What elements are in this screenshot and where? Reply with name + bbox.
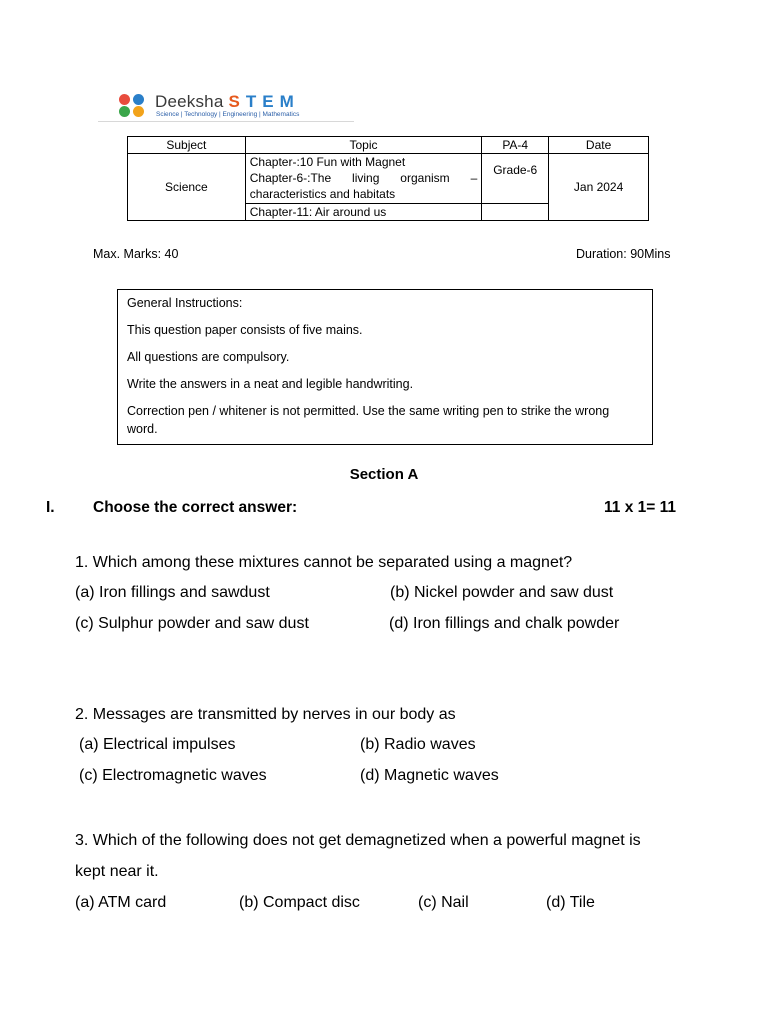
header-subject: Subject xyxy=(128,137,246,154)
table-row xyxy=(128,154,649,204)
table-header-row xyxy=(128,137,649,154)
topic-line-1: Chapter-:10 Fun with Magnet xyxy=(249,155,406,170)
q3-option-a: (a) ATM card xyxy=(75,894,167,911)
q3-option-d: (d) Tile xyxy=(546,894,595,911)
question-3-text-line-2: kept near it. xyxy=(75,863,159,880)
logo-brand-main: Deeksha xyxy=(155,92,224,111)
cell-topics xyxy=(245,154,481,204)
q2-option-b: (b) Radio waves xyxy=(360,736,476,753)
logo-brand-text xyxy=(155,92,300,112)
duration: Duration: 90Mins xyxy=(576,247,671,261)
section-title: Section A xyxy=(349,466,419,483)
logo-brand-s: S xyxy=(228,92,246,111)
q2-option-a: (a) Electrical impulses xyxy=(79,736,236,753)
question-block-heading: Choose the correct answer: xyxy=(93,499,298,516)
max-marks: Max. Marks: 40 xyxy=(93,247,179,261)
instruction-item: Correction pen / whitener is not permitted. Use the same writing pen to strike the wrong word. xyxy=(127,404,610,436)
general-instructions-box xyxy=(117,289,653,445)
header-topic: Topic xyxy=(245,137,481,154)
cell-empty xyxy=(482,203,549,220)
topic-line-3: Chapter-11: Air around us xyxy=(245,203,481,220)
q2-option-c: (c) Electromagnetic waves xyxy=(79,767,267,784)
topic-line-2: Chapter-6-:The living organism – characteristics and habitats xyxy=(249,171,478,202)
cell-date: Jan 2024 xyxy=(549,154,649,221)
logo-tagline: Science | Technology | Engineering | Mathematics xyxy=(156,111,300,118)
instruction-item: Write the answers in a neat and legible handwriting. xyxy=(127,377,414,391)
q1-option-d: (d) Iron fillings and chalk powder xyxy=(389,615,620,632)
instruction-item: All questions are compulsory. xyxy=(127,350,290,364)
question-2-text: 2. Messages are transmitted by nerves in our body as xyxy=(75,706,456,723)
logo-dot-green xyxy=(119,106,130,117)
logo-dot-orange xyxy=(133,106,144,117)
instruction-item: This question paper consists of five mains. xyxy=(127,323,363,337)
deeksha-stem-logo xyxy=(96,88,358,124)
q3-option-b: (b) Compact disc xyxy=(239,894,360,911)
q1-option-a: (a) Iron fillings and sawdust xyxy=(75,584,270,601)
q1-option-b: (b) Nickel powder and saw dust xyxy=(390,584,614,601)
cell-grade: Grade-6 xyxy=(482,154,549,204)
question-block-marks: 11 x 1= 11 xyxy=(604,499,676,516)
header-pa: PA-4 xyxy=(482,137,549,154)
logo-dot-red xyxy=(119,94,130,105)
question-block-number: I. xyxy=(46,499,55,516)
cell-subject: Science xyxy=(128,154,246,221)
question-1-text: 1. Which among these mixtures cannot be separated using a magnet? xyxy=(75,554,573,571)
logo-dot-blue xyxy=(133,94,144,105)
logo-underline xyxy=(98,121,354,122)
question-3-text-line-1: 3. Which of the following does not get demagnetized when a powerful magnet is xyxy=(75,832,641,849)
q2-option-d: (d) Magnetic waves xyxy=(360,767,499,784)
header-date: Date xyxy=(549,137,649,154)
instructions-title: General Instructions: xyxy=(127,296,243,310)
q3-option-c: (c) Nail xyxy=(418,894,469,911)
logo-brand-tem: TEM xyxy=(245,92,300,111)
q1-option-c: (c) Sulphur powder and saw dust xyxy=(75,615,309,632)
exam-info-table xyxy=(127,136,649,221)
logo-icon-cluster xyxy=(117,93,151,117)
